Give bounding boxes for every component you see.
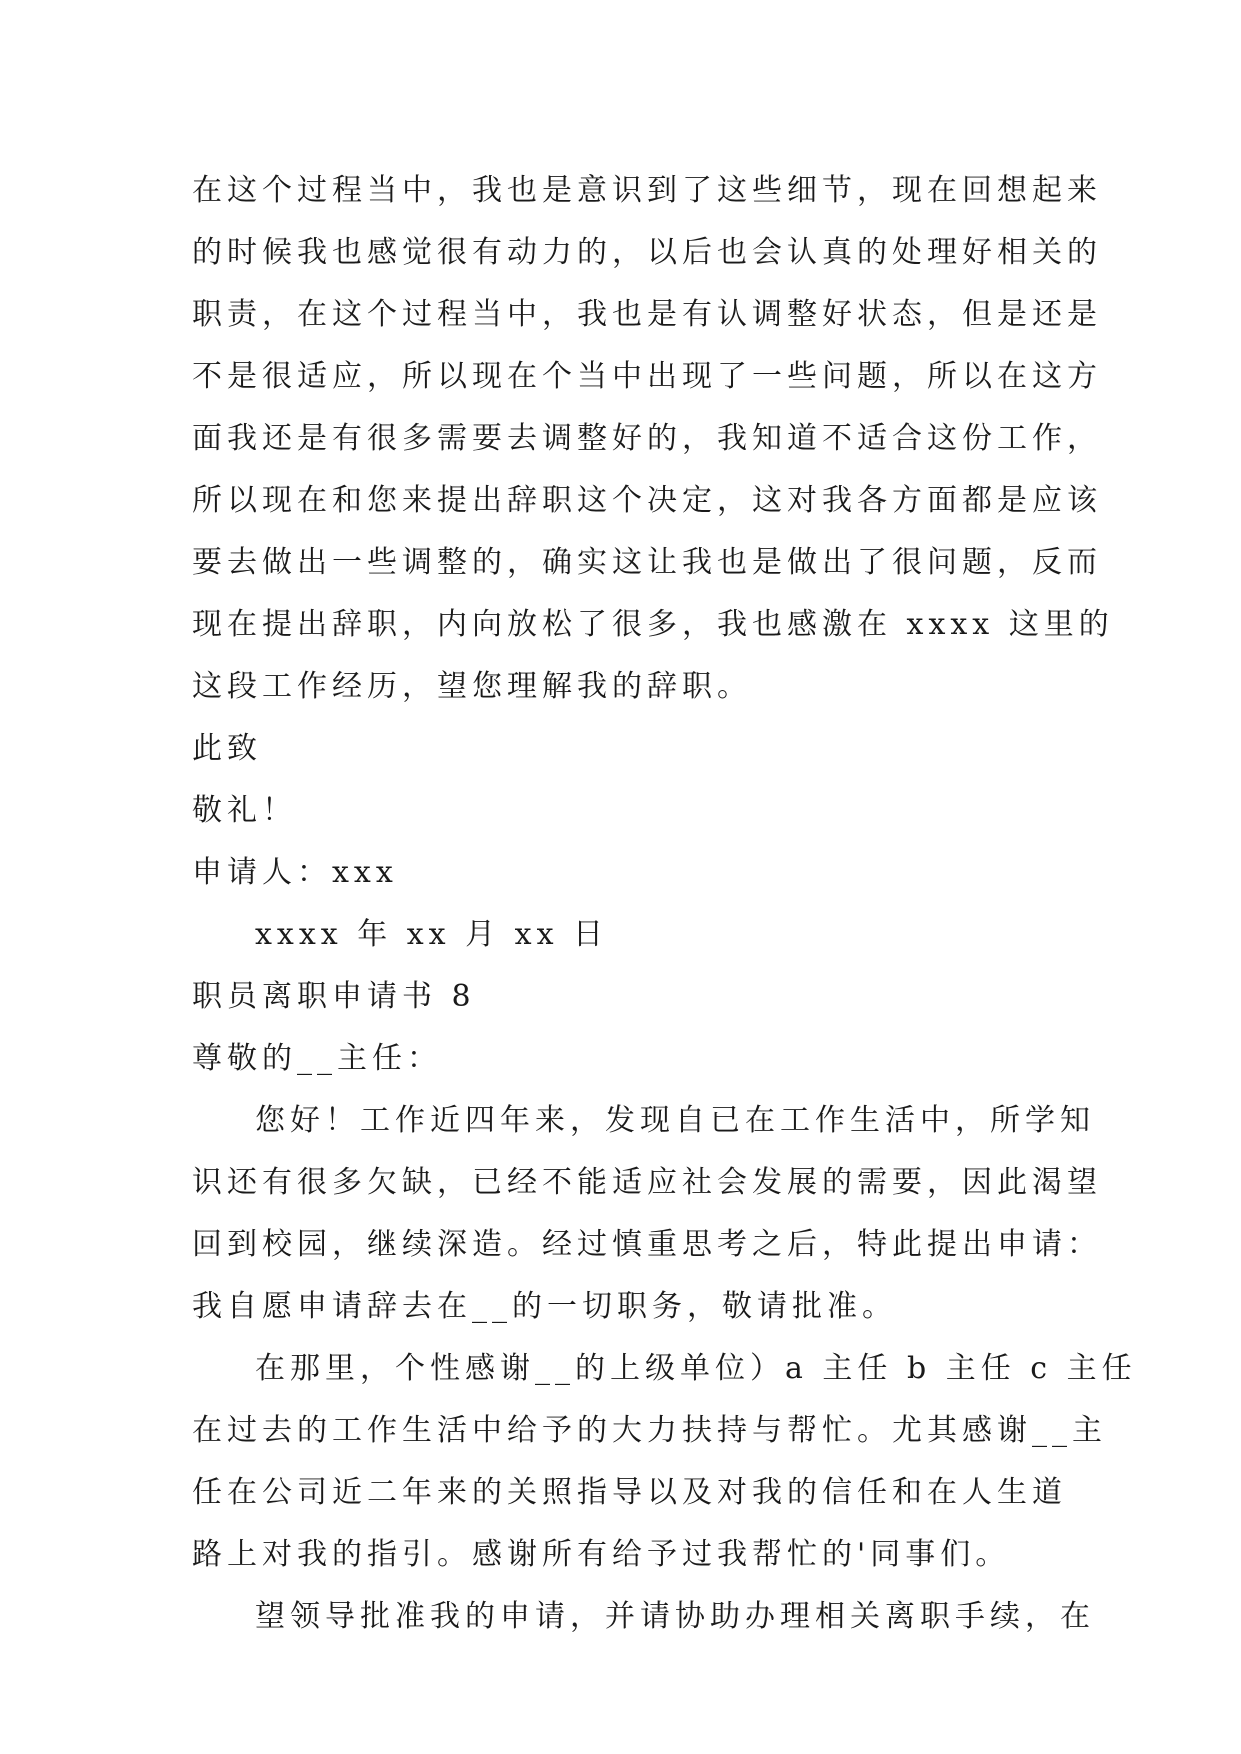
applicant-line: 申请人：xxx <box>192 855 398 890</box>
paragraph-line: 回到校园，继续深造。经过慎重思考之后，特此提出申请： <box>192 1227 1102 1262</box>
paragraph-line: 在这个过程当中，我也是意识到了这些细节，现在回想起来 <box>192 173 1102 208</box>
paragraph-line: 路上对我的指引。感谢所有给予过我帮忙的'同事们。 <box>192 1537 1011 1572</box>
paragraph-line: 现在提出辞职，内向放松了很多，我也感激在 xxxx 这里的 <box>192 607 1114 642</box>
paragraph-line: 您好！工作近四年来，发现自已在工作生活中，所学知 <box>255 1103 1095 1138</box>
paragraph-line: 识还有很多欠缺，已经不能适应社会发展的需要，因此渴望 <box>192 1165 1102 1200</box>
date-line: xxxx 年 xx 月 xx 日 <box>255 917 609 952</box>
paragraph-line: 所以现在和您来提出辞职这个决定，这对我各方面都是应该 <box>192 483 1102 518</box>
paragraph-line: 在过去的工作生活中给予的大力扶持与帮忙。尤其感谢__主 <box>192 1413 1107 1448</box>
paragraph-line: 任在公司近二年来的关照指导以及对我的信任和在人生道 <box>192 1475 1067 1510</box>
paragraph-line: 面我还是有很多需要去调整好的，我知道不适合这份工作， <box>192 421 1102 456</box>
paragraph-line: 职责，在这个过程当中，我也是有认调整好状态，但是还是 <box>192 297 1102 332</box>
paragraph-line: 我自愿申请辞去在__的一切职务，敬请批准。 <box>192 1289 897 1324</box>
paragraph-line: 要去做出一些调整的，确实这让我也是做出了很问题，反而 <box>192 545 1102 580</box>
paragraph-line: 在那里，个性感谢__的上级单位）a 主任 b 主任 c 主任 <box>255 1351 1137 1386</box>
paragraph-line: 不是很适应，所以现在个当中出现了一些问题，所以在这方 <box>192 359 1102 394</box>
closing-line: 此致 <box>192 731 262 766</box>
paragraph-line: 望领导批准我的申请，并请协助办理相关离职手续，在 <box>255 1599 1095 1634</box>
section-title: 职员离职申请书 8 <box>192 979 476 1014</box>
paragraph-line: 的时候我也感觉很有动力的，以后也会认真的处理好相关的 <box>192 235 1102 270</box>
document-body <box>192 160 1137 1648</box>
salutation: 尊敬的__主任： <box>192 1041 442 1076</box>
paragraph-line: 这段工作经历，望您理解我的辞职。 <box>192 669 752 704</box>
closing-salute: 敬礼！ <box>192 793 297 828</box>
